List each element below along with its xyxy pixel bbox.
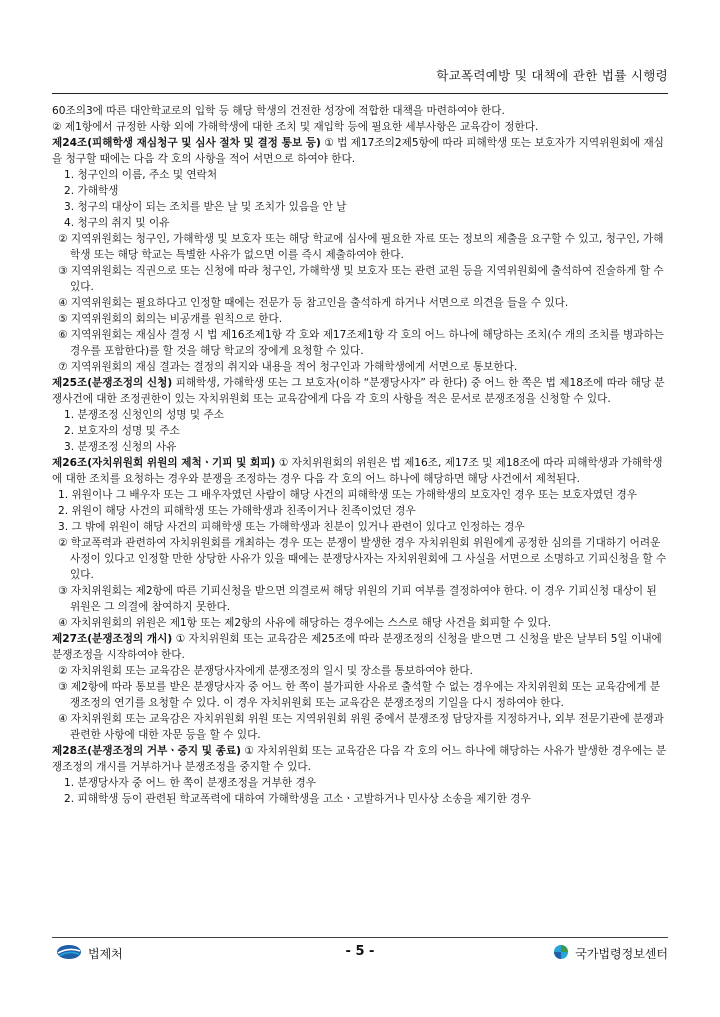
- paragraph: ④ 지역위원회는 필요하다고 인정할 때에는 전문가 등 참고인을 출석하게 하거나 서면으로 의견을 들을 수 있다.: [58, 297, 569, 309]
- list-item: 1. 분쟁당사자 중 어느 한 쪽이 분쟁조정을 거부한 경우: [64, 777, 316, 789]
- list-item: 1. 분쟁조정 신청인의 성명 및 주소: [64, 409, 224, 421]
- paragraph: ① 법 제17조의2제5항에 따라 피해학생 또는 보호자가 지역위원회에 재심을 청구할 때에는 다음 각 호의 사항을 적어 서면으로 하여야 한다.: [52, 137, 664, 165]
- list-item: 2. 위원이 해당 사건의 피해학생 또는 가해학생과 친족이거나 친족이었던 경우: [58, 505, 416, 517]
- article-24: [52, 135, 668, 167]
- list-item: 3. 그 밖에 위원이 해당 사건의 피해학생 또는 가해학생과 친분이 있거나 관련이 있다고 인정하는 경우: [58, 521, 525, 533]
- page-number: - 5 -: [345, 944, 375, 959]
- article-title: 제28조(분쟁조정의 거부ㆍ중지 및 종료): [52, 745, 241, 757]
- paragraph: ① 자치위원회의 위원은 법 제16조, 제17조 및 제18조에 따라 피해학생과 가해학생에 대한 조치를 요청하는 경우와 분쟁을 조정하는 경우 다음 각 호의 어느 하나에 해당하면 해당 사건에서 제척된다.: [52, 457, 663, 485]
- paragraph: ② 학교폭력과 관련하여 자치위원회를 개최하는 경우 또는 분쟁이 발생한 경우 자치위원회 위원에게 공정한 심의를 기대하기 어려운 사정이 있다고 인정할 만한 상당한 사유가 있을 때에는 분쟁당사자는 자치위원회에 그 사실을 서면으로 소명하고 기피신청을 할 수 있다.: [58, 537, 667, 581]
- paragraph: ③ 지역위원회는 직권으로 또는 신청에 따라 청구인, 가해학생 및 보호자 또는 관련 교원 등을 지역위원회에 출석하여 진술하게 할 수 있다.: [58, 265, 664, 293]
- paragraph: ⑥ 지역위원회는 재심사 결정 시 법 제16조제1항 각 호와 제17조제1항 각 호의 어느 하나에 해당하는 조치(수 개의 조치를 병과하는 경우를 포함한다)를 할 것을 해당 학교의 장에게 요청할 수 있다.: [58, 329, 664, 357]
- list-item: 3. 분쟁조정 신청의 사유: [64, 441, 177, 453]
- article-title: 제27조(분쟁조정의 개시): [52, 633, 173, 645]
- intro-line: ② 제1항에서 규정한 사항 외에 가해학생에 대한 조치 및 재입학 등에 필요한 세부사항은 교육감이 정한다.: [52, 121, 539, 133]
- footer-divider: [52, 937, 668, 938]
- paragraph: ⑤ 지역위원회의 회의는 비공개를 원칙으로 한다.: [58, 313, 283, 325]
- article-title: 제24조(피해학생 재심청구 및 심사 절차 및 결정 통보 등): [52, 137, 321, 149]
- footer-right-label: 국가법령정보센터: [575, 947, 668, 961]
- article-26: [52, 455, 668, 487]
- intro-line: 60조의3에 따른 대안학교로의 입학 등 해당 학생의 건전한 성장에 적합한 대책을 마련하여야 한다.: [52, 105, 505, 117]
- running-header-title: 학교폭력예방 및 대책에 관한 법률 시행령: [436, 68, 668, 83]
- article-25: [52, 375, 668, 407]
- list-item: 2. 피해학생 등이 관련된 학교폭력에 대하여 가해학생을 고소ㆍ고발하거나 민사상 소송을 제기한 경우: [64, 793, 531, 805]
- list-item: 4. 청구의 취지 및 이유: [64, 217, 170, 229]
- list-item: 2. 가해학생: [64, 185, 119, 197]
- article-title: 제26조(자치위원회 위원의 제척ㆍ기피 및 회피): [52, 457, 276, 469]
- footer-left-label: 법제처: [88, 947, 123, 961]
- paragraph: ③ 자치위원회는 제2항에 따른 기피신청을 받으면 의결로써 해당 위원의 기피 여부를 결정하여야 한다. 이 경우 기피신청 대상이 된 위원은 그 의결에 참여하지 못한다.: [58, 585, 657, 613]
- list-item: 1. 위원이나 그 배우자 또는 그 배우자였던 사람이 해당 사건의 피해학생 또는 가해학생의 보호자인 경우 또는 보호자였던 경우: [58, 489, 638, 501]
- law-text-body: [52, 103, 668, 807]
- article-title: 제25조(분쟁조정의 신청): [52, 377, 173, 389]
- paragraph: ③ 제2항에 따라 통보를 받은 분쟁당사자 중 어느 한 쪽이 불가피한 사유로 출석할 수 없는 경우에는 자치위원회 또는 교육감에게 분쟁조정의 연기를 요청할 수 있다. 이 경우 자치위원회 또는 교육감은 분쟁조정의 기일을 다시 정하여야 한다.: [58, 681, 661, 709]
- article-27: [52, 631, 668, 663]
- paragraph: ① 자치위원회 또는 교육감은 다음 각 호의 어느 하나에 해당하는 사유가 발생한 경우에는 분쟁조정의 개시를 거부하거나 분쟁조정을 중지할 수 있다.: [52, 745, 667, 773]
- list-item: 2. 보호자의 성명 및 주소: [64, 425, 180, 437]
- footer-center-name: [553, 944, 668, 963]
- paragraph: ⑦ 지역위원회의 재심 결과는 결정의 취지와 내용을 적어 청구인과 가해학생에게 서면으로 통보한다.: [58, 361, 518, 373]
- list-item: 3. 청구의 대상이 되는 조치를 받은 날 및 조치가 있음을 안 날: [64, 201, 347, 213]
- paragraph: ④ 자치위원회 또는 교육감은 자치위원회 위원 또는 지역위원회 위원 중에서 분쟁조정 담당자를 지정하거나, 외부 전문기관에 분쟁과 관련한 사항에 대한 자문 등을 할 수 있다.: [58, 713, 664, 741]
- header-divider: [52, 93, 668, 94]
- paragraph: ② 자치위원회 또는 교육감은 분쟁당사자에게 분쟁조정의 일시 및 장소를 통보하여야 한다.: [58, 665, 473, 677]
- paragraph: ② 지역위원회는 청구인, 가해학생 및 보호자 또는 해당 학교에 심사에 필요한 자료 또는 정보의 제출을 요구할 수 있고, 청구인, 가해학생 또는 해당 학교는 특별한 사유가 없으면 이를 즉시 제출하여야 한다.: [58, 233, 664, 261]
- list-item: 1. 청구인의 이름, 주소 및 연락처: [64, 169, 218, 181]
- klaw-globe-icon: [553, 944, 569, 963]
- paragraph: ④ 자치위원회의 위원은 제1항 또는 제2항의 사유에 해당하는 경우에는 스스로 해당 사건을 회피할 수 있다.: [58, 617, 552, 629]
- paragraph: 피해학생, 가해학생 또는 그 보호자(이하 “분쟁당사자” 라 한다) 중 어느 한 쪽은 법 제18조에 따라 해당 분쟁사건에 대한 조정권한이 있는 자치위원회 또는 교육감에게 다음 각 호의 사항을 적은 문서로 분쟁조정을 신청할 수 있다.: [52, 377, 665, 405]
- paragraph: ① 자치위원회 또는 교육감은 제25조에 따라 분쟁조정의 신청을 받으면 그 신청을 받은 날부터 5일 이내에 분쟁조정을 시작하여야 한다.: [52, 633, 662, 661]
- article-28: [52, 743, 668, 775]
